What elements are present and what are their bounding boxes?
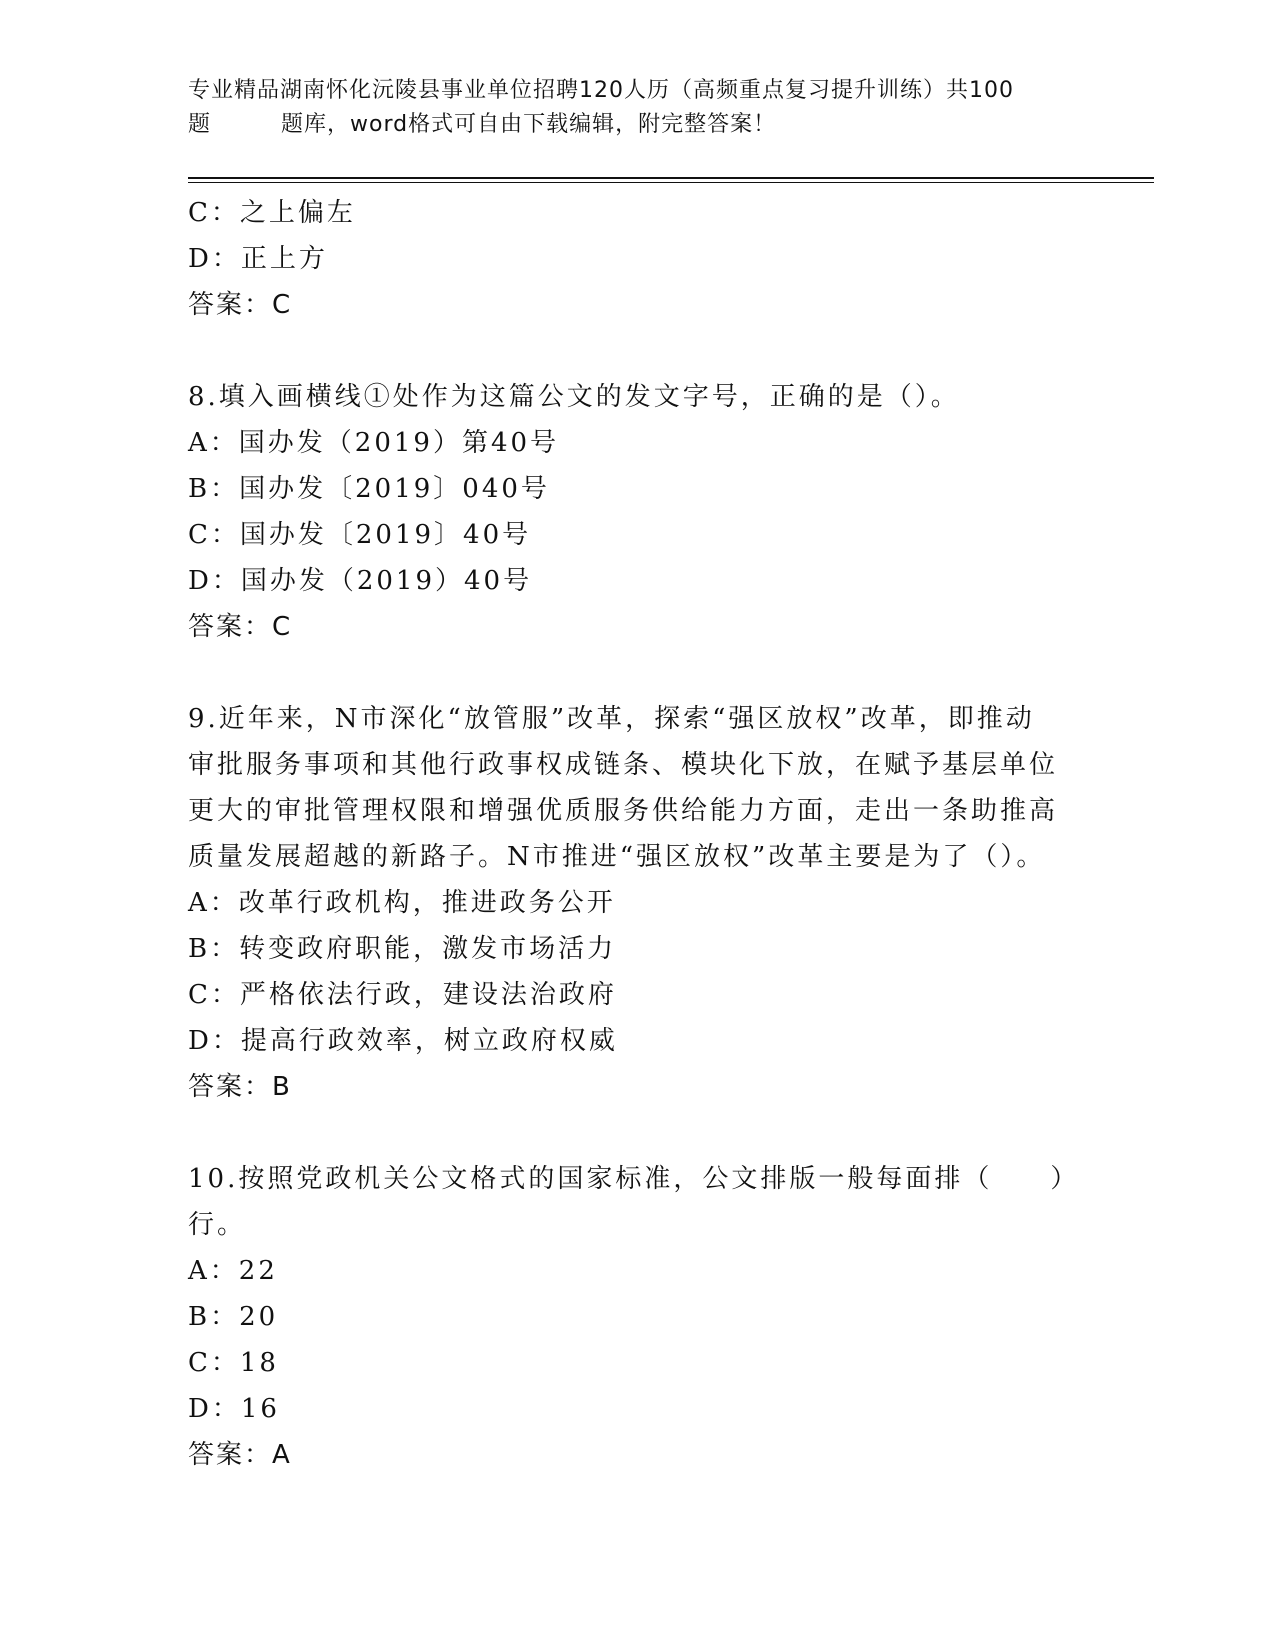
q8-question: 8.填入画横线①处作为这篇公文的发文字号，正确的是（）。 <box>188 382 960 412</box>
q8-option-d: D：国办发（2019）40号 <box>188 566 533 596</box>
q7-option-d: D：正上方 <box>188 244 328 274</box>
spacer <box>188 1110 1088 1156</box>
q9-option-c: C：严格依法行政，建设法治政府 <box>188 980 617 1010</box>
q10-question-line2: 行。 <box>188 1210 247 1240</box>
header-title-line2-rest: 题库，word格式可自由下载编辑，附完整答案！ <box>281 112 777 137</box>
header-title-line2 <box>188 108 1088 142</box>
header-title-line1: 专业精品湖南怀化沅陵县事业单位招聘120人历（高频重点复习提升训练）共100 <box>188 78 1014 103</box>
q8-option-b: B：国办发〔2019〕040号 <box>188 474 550 504</box>
q9-question-line1: 9.近年来，N市深化“放管服”改革，探索“强区放权”改革，即推动 <box>188 704 1035 734</box>
q7-option-c: C：之上偏左 <box>188 198 356 228</box>
q10-option-b: B：20 <box>188 1302 279 1332</box>
spacer <box>188 328 1088 374</box>
page-header <box>188 74 1088 142</box>
q9-question-line4: 质量发展超越的新路子。N市推进“强区放权”改革主要是为了（）。 <box>188 842 1046 872</box>
q10-option-a: A：22 <box>188 1256 278 1286</box>
q9-answer: 答案：B <box>188 1072 292 1102</box>
question-content <box>188 190 1088 1478</box>
q8-option-c: C：国办发〔2019〕40号 <box>188 520 532 550</box>
q9-option-b: B：转变政府职能，激发市场活力 <box>188 934 617 964</box>
spacer <box>188 650 1088 696</box>
q7-answer: 答案：C <box>188 290 293 320</box>
q10-answer: 答案：A <box>188 1440 292 1470</box>
header-title-line2-start: 题 <box>188 112 212 137</box>
q9-question-line3: 更大的审批管理权限和增强优质服务供给能力方面，走出一条助推高 <box>188 796 1059 826</box>
q9-question-line2: 审批服务事项和其他行政事权成链条、模块化下放，在赋予基层单位 <box>188 750 1059 780</box>
header-divider-thick <box>188 177 1154 179</box>
q8-answer: 答案：C <box>188 612 293 642</box>
header-divider-thin <box>188 182 1154 183</box>
q8-option-a: A：国办发（2019）第40号 <box>188 428 560 458</box>
q9-option-d: D：提高行政效率，树立政府权威 <box>188 1026 618 1056</box>
q10-question-line1: 10.按照党政机关公文格式的国家标准，公文排版一般每面排（ ） <box>188 1164 1080 1194</box>
q10-option-c: C：18 <box>188 1348 279 1378</box>
q9-option-a: A：改革行政机构，推进政务公开 <box>188 888 616 918</box>
q10-option-d: D：16 <box>188 1394 280 1424</box>
